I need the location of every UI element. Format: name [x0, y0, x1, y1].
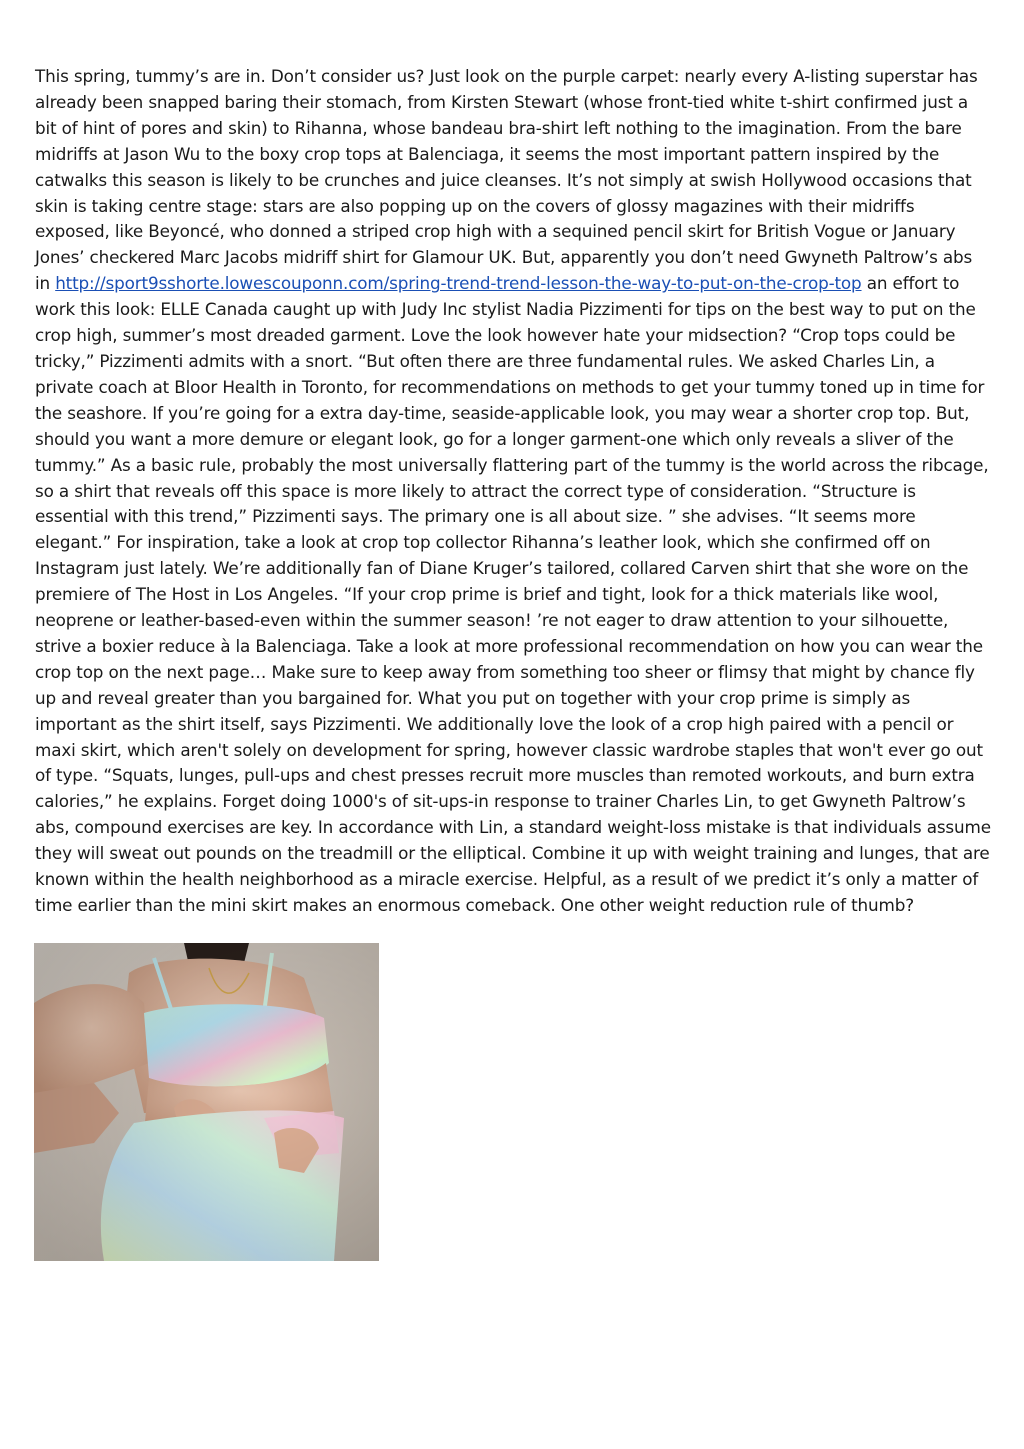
- article-body: [35, 64, 991, 919]
- article-link[interactable]: http://sport9sshorte.lowescouponn.com/spring-trend-trend-lesson-the-way-to-put-on-the-crop-top: [55, 273, 862, 294]
- tie-dye-activewear-photo: [34, 943, 379, 1261]
- article-text-before-link: This spring, tummy’s are in. Don’t consider us? Just look on the purple carpet: nearly every A-listing superstar has already been snapped baring their stomach, from Kirsten Stewart (whose front-tied white t-shirt confirmed just a bit of hint of pores and skin) to Rihanna, whose bandeau bra-shirt left nothing to the imagination. From the bare midriffs at Jason Wu to the boxy crop tops at Balenciaga, it seems the most important pattern inspired by the catwalks this season is likely to be crunches and juice cleanses. It’s not simply at swish Hollywood occasions that skin is taking centre stage: stars are also popping up on the covers of glossy magazines with their midriffs exposed, like Beyoncé, who donned a striped crop high with a sequined pencil skirt for British Vogue or January Jones’ checkered Marc Jacobs midriff shirt for Glamour UK. But, apparently you don’t need Gwyneth Paltrow’s abs in: [35, 66, 978, 294]
- photo-illustration: [34, 943, 379, 1261]
- article-text-after-link: an effort to work this look: ELLE Canada caught up with Judy Inc stylist Nadia Pizzimenti for tips on the best way to put on the crop high, summer’s most dreaded garment. Love the look however hate your midsection? “Crop tops could be tricky,” Pizzimenti admits with a snort. “But often there are three fundamental rules. We asked Charles Lin, a private coach at Bloor Health in Toronto, for recommendations on methods to get your tummy toned up in time for the seashore. If you’re going for a extra day-time, seaside-applicable look, you may wear a shorter crop top. But, should you want a more demure or elegant look, go for a longer garment-one which only reveals a sliver of the tummy.” As a basic rule, probably the most universally flattering part of the tummy is the world across the ribcage, so a shirt that reveals off this space is more likely to attract the correct type of consideration. “Structure is essential with this trend,” Pizzimenti says. The primary one is all about size. ” she advises. “It seems more elegant.” For inspiration, take a look at crop top collector Rihanna’s leather look, which she confirmed off on Instagram just lately. We’re additionally fan of Diane Kruger’s tailored, collared Carven shirt that she wore on the premiere of The Host in Los Angeles. “If your crop prime is brief and tight, look for a thick materials like wool, neoprene or leather-based-even within the summer season! ’re not eager to draw attention to your silhouette, strive a boxier reduce à la Balenciaga. Take a look at more professional recommendation on how you can wear the crop top on the next page… Make sure to keep away from something too sheer or flimsy that might by chance fly up and reveal greater than you bargained for. What you put on together with your crop prime is simply as important as the shirt itself, says Pizzimenti. We additionally love the look of a crop high paired with a pencil or maxi skirt, which aren't solely on development for spring, however classic wardrobe staples that won't ever go out of type. “Squats, lunges, pull-ups and chest presses recruit more muscles than remoted workouts, and burn extra calories,” he explains. Forget doing 1000's of sit-ups-in response to trainer Charles Lin, to get Gwyneth Paltrow’s abs, compound exercises are key. In accordance with Lin, a standard weight-loss mistake is that individuals assume they will sweat out pounds on the treadmill or the elliptical. Combine it up with weight training and lunges, that are known within the health neighborhood as a miracle exercise. Helpful, as a result of we predict it’s only a matter of time earlier than the mini skirt makes an enormous comeback. One other weight reduction rule of thumb?: [35, 273, 991, 915]
